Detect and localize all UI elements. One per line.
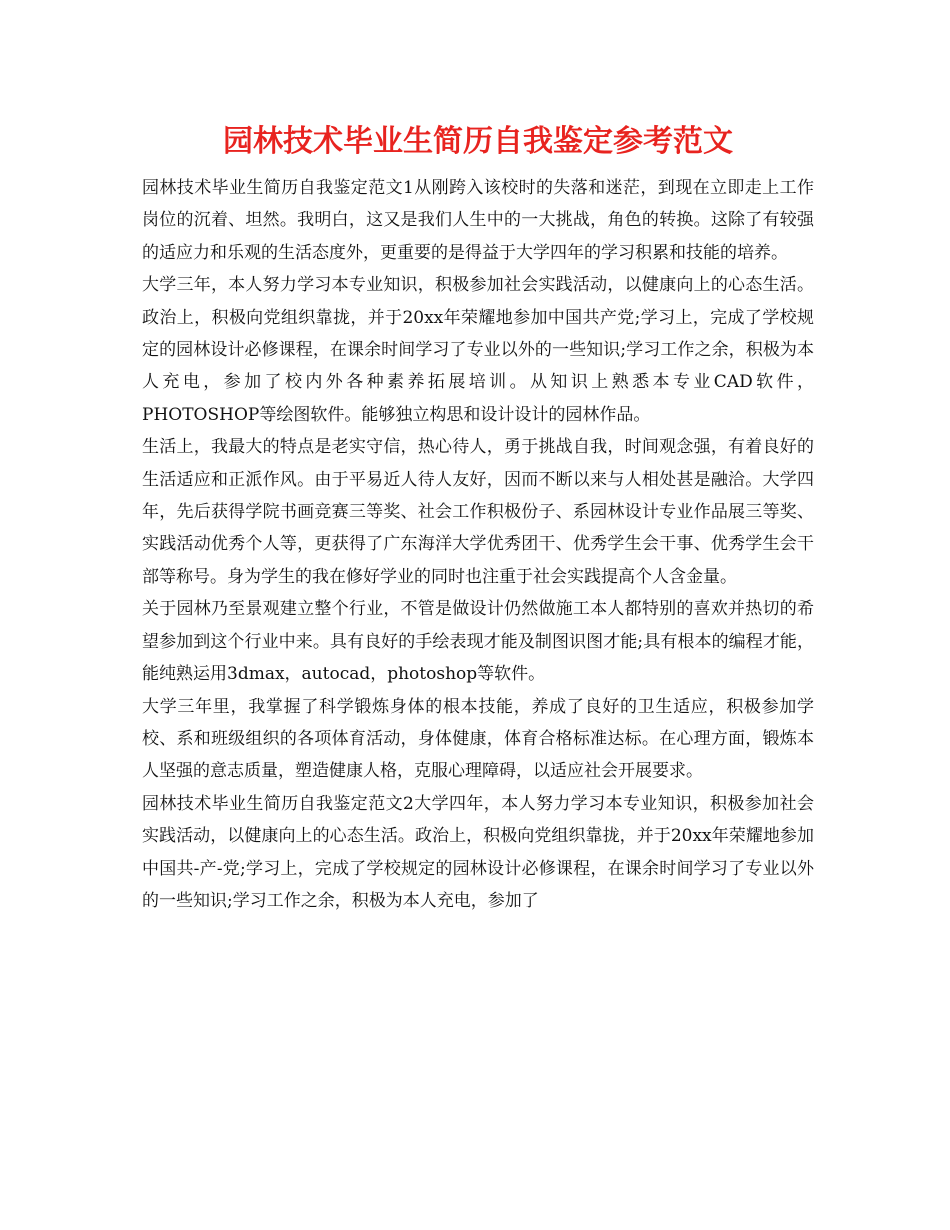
paragraph: 生活上，我最大的特点是老实守信，热心待人，勇于挑战自我，时间观念强，有着良好的生活适应和正派作风。由于平易近人待人友好，因而不断以来与人相处甚是融洽。大学四年，先后获得学院书画竞赛三等奖、社会工作积极份子、系园林设计专业作品展三等奖、实践活动优秀个人等，更获得了广东海洋大学优秀团干、优秀学生会干事、优秀学生会干部等称号。身为学生的我在修好学业的同时也注重于社会实践提高个人含金量。 <box>142 437 814 587</box>
paragraph: 大学三年，本人努力学习本专业知识，积极参加社会实践活动，以健康向上的心态生活。政治上，积极向党组织靠拢，并于20xx年荣耀地参加中国共产党;学习上，完成了学校规定的园林设计必修课程，在课余时间学习了专业以外的一些知识;学习工作之余，积极为本人充电，参加了校内外各种素养拓展培训。从知识上熟悉本专业CAD软件，PHOTOSHOP等绘图软件。能够独立构思和设计设计的园林作品。 <box>142 275 814 425</box>
paragraph: 园林技术毕业生简历自我鉴定范文1从刚跨入该校时的失落和迷茫，到现在立即走上工作岗位的沉着、坦然。我明白，这又是我们人生中的一大挑战，角色的转换。这除了有较强的适应力和乐观的生活态度外，更重要的是得益于大学四年的学习积累和技能的培养。 <box>142 178 814 263</box>
paragraph: 关于园林乃至景观建立整个行业，不管是做设计仍然做施工本人都特别的喜欢并热切的希望参加到这个行业中来。具有良好的手绘表现才能及制图识图才能;具有根本的编程才能，能纯熟运用3dmax，autocad，photoshop等软件。 <box>142 599 814 685</box>
paragraph: 大学三年里，我掌握了科学锻炼身体的根本技能，养成了良好的卫生适应，积极参加学校、系和班级组织的各项体育活动，身体健康，体育合格标准达标。在心理方面，锻炼本人坚强的意志质量，塑造健康人格，克服心理障碍，以适应社会开展要求。 <box>142 696 814 782</box>
document-title: 园林技术毕业生简历自我鉴定参考范文 <box>223 124 733 159</box>
paragraph: 园林技术毕业生简历自我鉴定范文2大学四年，本人努力学习本专业知识，积极参加社会实践活动，以健康向上的心态生活。政治上，积极向党组织靠拢，并于20xx年荣耀地参加中国共-产-党;学习上，完成了学校规定的园林设计必修课程，在课余时间学习了专业以外的一些知识;学习工作之余，积极为本人充电，参加了 <box>142 793 814 911</box>
document-body <box>142 172 814 917</box>
document-page <box>142 112 814 917</box>
